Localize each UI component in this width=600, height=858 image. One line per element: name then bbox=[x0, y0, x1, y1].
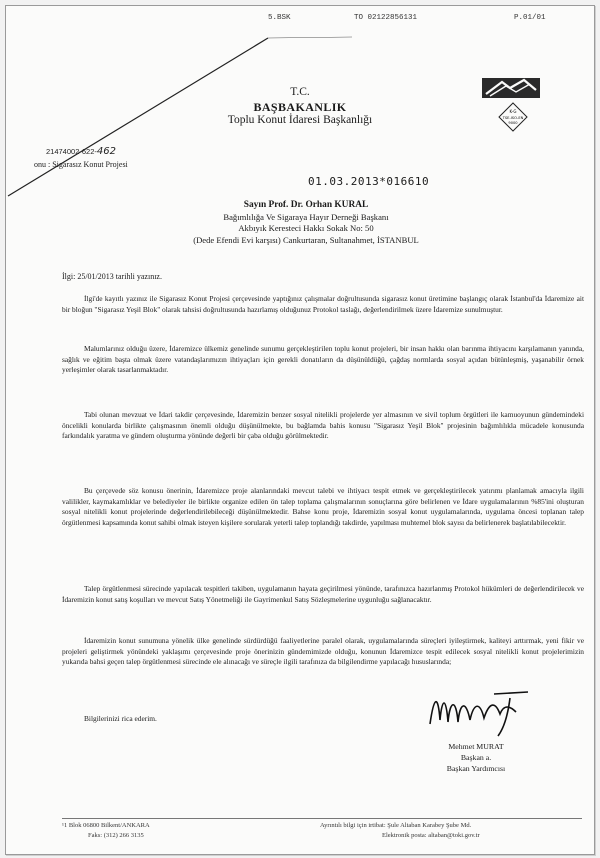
paragraph-text: Talep örgütlenmesi sürecinde yapılacak tespitleri takiben, uygulamanın hayata geçirilmesi yönünde, tarafınızca hazırlanmış Protokol hükümleri de değerlendirilecek ve İdaremizin konut satış koşulları ve mevcut Satış Yönetmeliği ile Gayrimenkul Satış Sözleşmelerine uygunluğu sağlanacaktır. bbox=[62, 584, 584, 604]
paragraph-5 bbox=[62, 584, 584, 605]
signatory-title-1: Başkan a. bbox=[460, 752, 492, 762]
subject-text: Sigarasız Konut Projesi bbox=[52, 160, 128, 169]
footer-contact: Ayrıntılı bilgi için irtibat: Şule Altaban Karabey Şube Md. bbox=[320, 822, 472, 829]
badge-text-1: K-G bbox=[509, 109, 517, 114]
fax-sender: 5.BSK bbox=[268, 14, 291, 22]
footer-email: Elektronik posta: altaban@toki.gov.tr bbox=[382, 832, 480, 839]
paragraph-text: Tabi olunan mevzuat ve İdari takdir çerçevesinde, İdaremizin benzer sosyal nitelikli projelerde yer almasının ve sivil toplum örgütleri ile kamuoyunun gündemindeki öncelikli konularda birlikte çalışmasının önemli olduğu düşünülmekte, bu bağlamda bahis konusu "Sigarasız Yeşil Blok" projesinin bağımlılıkla mücadele konusunda farkındalık yaratma ve gündem oluşturma yönünde değerli bir çaba olduğu görülmektedir. bbox=[62, 410, 584, 441]
subject-label: onu bbox=[34, 160, 46, 169]
letter-page bbox=[5, 5, 595, 855]
recipient-organization: Bağımlılığa Ve Sigaraya Hayır Derneği Başkanı bbox=[223, 211, 389, 222]
signature-mark bbox=[424, 684, 544, 738]
fax-page-number: P.01/01 bbox=[514, 14, 546, 22]
recipient-city: (Dede Efendi Evi karşısı) Cankurtaran, Sultanahmet, İSTANBUL bbox=[193, 235, 419, 246]
paragraph-4 bbox=[62, 486, 584, 529]
signatory-name: Mehmet MURAT bbox=[448, 742, 504, 751]
fax-recipient: TO 02122856131 bbox=[354, 14, 418, 22]
paragraph-text: Malumlarınız olduğu üzere, İdaremizce ülkemiz genelinde sunumu gerçekleştirilen toplu konut projeleri, bir insan hakkı olan barınma ihtiyacını karşılamanın yanında, sağlık ve eğitim başta olmak üzere vatandaşlarımızın ihtiyaçları için gerekli donatıların da düşünüldüğü, çağdaş normlarda sosyal açıdan bütünleşmiş, yaşanabilir örnek yerleşimler olarak tasarlanmaktadır. bbox=[62, 344, 584, 375]
letterhead-agency: Toplu Konut İdaresi Başkanlığı bbox=[227, 114, 373, 127]
paragraph-6 bbox=[62, 636, 584, 668]
reference-line: İlgi: 25/01/2013 tarihli yazınız. bbox=[62, 272, 162, 281]
signatory-title-2: Başkan Yardımcısı bbox=[446, 763, 506, 773]
recipient-name: Sayın Prof. Dr. Orhan KURAL bbox=[243, 200, 369, 210]
letterhead-ministry: BAŞBAKANLIK bbox=[253, 99, 347, 114]
badge-text-3: 9000 bbox=[508, 121, 518, 125]
footer-divider bbox=[62, 818, 582, 819]
paragraph-text: İlgi'de kayıtlı yazınız ile Sigarasız Konut Projesi çerçevesinde yaptığınız çalışmalar doğrultusunda sigarasız konut üretimine başlangıç olarak İstanbul'da İdaremize ait bir bloğun "Sigarasız Yeşil Blok" olarak tahsisi doğrultusunda hazırlamış olduğunuz Protokol taslağı, değerlendirilmek üzere İdaremize sunulmuştur. bbox=[62, 294, 584, 314]
recipient-street: Akbıyık Keresteci Hakkı Sokak No: 50 bbox=[238, 223, 374, 234]
iso-certification-badge bbox=[498, 102, 528, 132]
paragraph-text: İdaremizin konut sunumuna yönelik ülke genelinde sürdürdüğü faaliyetlerine paralel olarak, uygulamalarında süreçleri iyileştirmek, kaliteyi arttırmak, yeni fikir ve projeleri geliştirmek yönündeki yaklaşımı çerçevesinde proje önerinizin gündemimizde olduğu, konunun İdaremizce tespit edilecek sosyal nitelikli konut projelerimizin yukarıda bahsi geçen talep örgütlenmesi sürecinde ele alınacağı ve süreçle ilgili tarafınıza da bilgilendirme yapılacağı hususlarında; bbox=[62, 636, 584, 667]
subject-line: onu : Sigarasız Konut Projesi bbox=[34, 160, 128, 169]
letterhead-country: T.C. bbox=[290, 86, 310, 98]
badge-text-2: TSE-ISO-EN bbox=[502, 116, 524, 120]
signature-block bbox=[406, 742, 546, 775]
reference-number-handwritten: 462 bbox=[96, 146, 116, 157]
footer-fax: Faks: (312) 266 3135 bbox=[88, 832, 144, 839]
closing-text: Bilgilerinizi rica ederim. bbox=[84, 714, 157, 723]
paragraph-3 bbox=[62, 410, 584, 442]
paragraph-text: Bu çerçevede söz konusu önerinin, İdaremizce proje alanlarındaki mevcut talebi ve ihtiyacı tespit etmek ve gerçekleştirilecek yatırımı planlamak amacıyla ilgili valilikler, kaymakamlıklar ve belediyeler ile birlikte organize edilen ön talep toplama çalışmalarının sonuçlarına göre belirlenen ve İdare uygulamalarının %85'ini oluşturan sosyal nitelikli konut projelerinde değerlendirilebileceği düşünülmektedir. Bahse konu proje, İdaremizin sosyal konut uygulamalarında, uygulama öncesi toplanan talep örgütlenmesi kapsamında konut sahibi olmak isteyen kişilere sorularak yeterli talep toplandığı takdirde, yapılması muhtemel blok sayısı da belirlenerek başlatılabilecektir. bbox=[62, 486, 584, 528]
reference-number-printed: 21474002-622- bbox=[46, 147, 97, 156]
footer-address: ¹1 Blok 06800 Bilkent/ANKARA bbox=[62, 822, 150, 829]
recipient-block bbox=[146, 199, 466, 247]
date-stamp: 01.03.2013*016610 bbox=[308, 175, 430, 188]
reference-number bbox=[46, 146, 116, 157]
paragraph-2 bbox=[62, 344, 584, 376]
paragraph-1 bbox=[62, 294, 584, 315]
